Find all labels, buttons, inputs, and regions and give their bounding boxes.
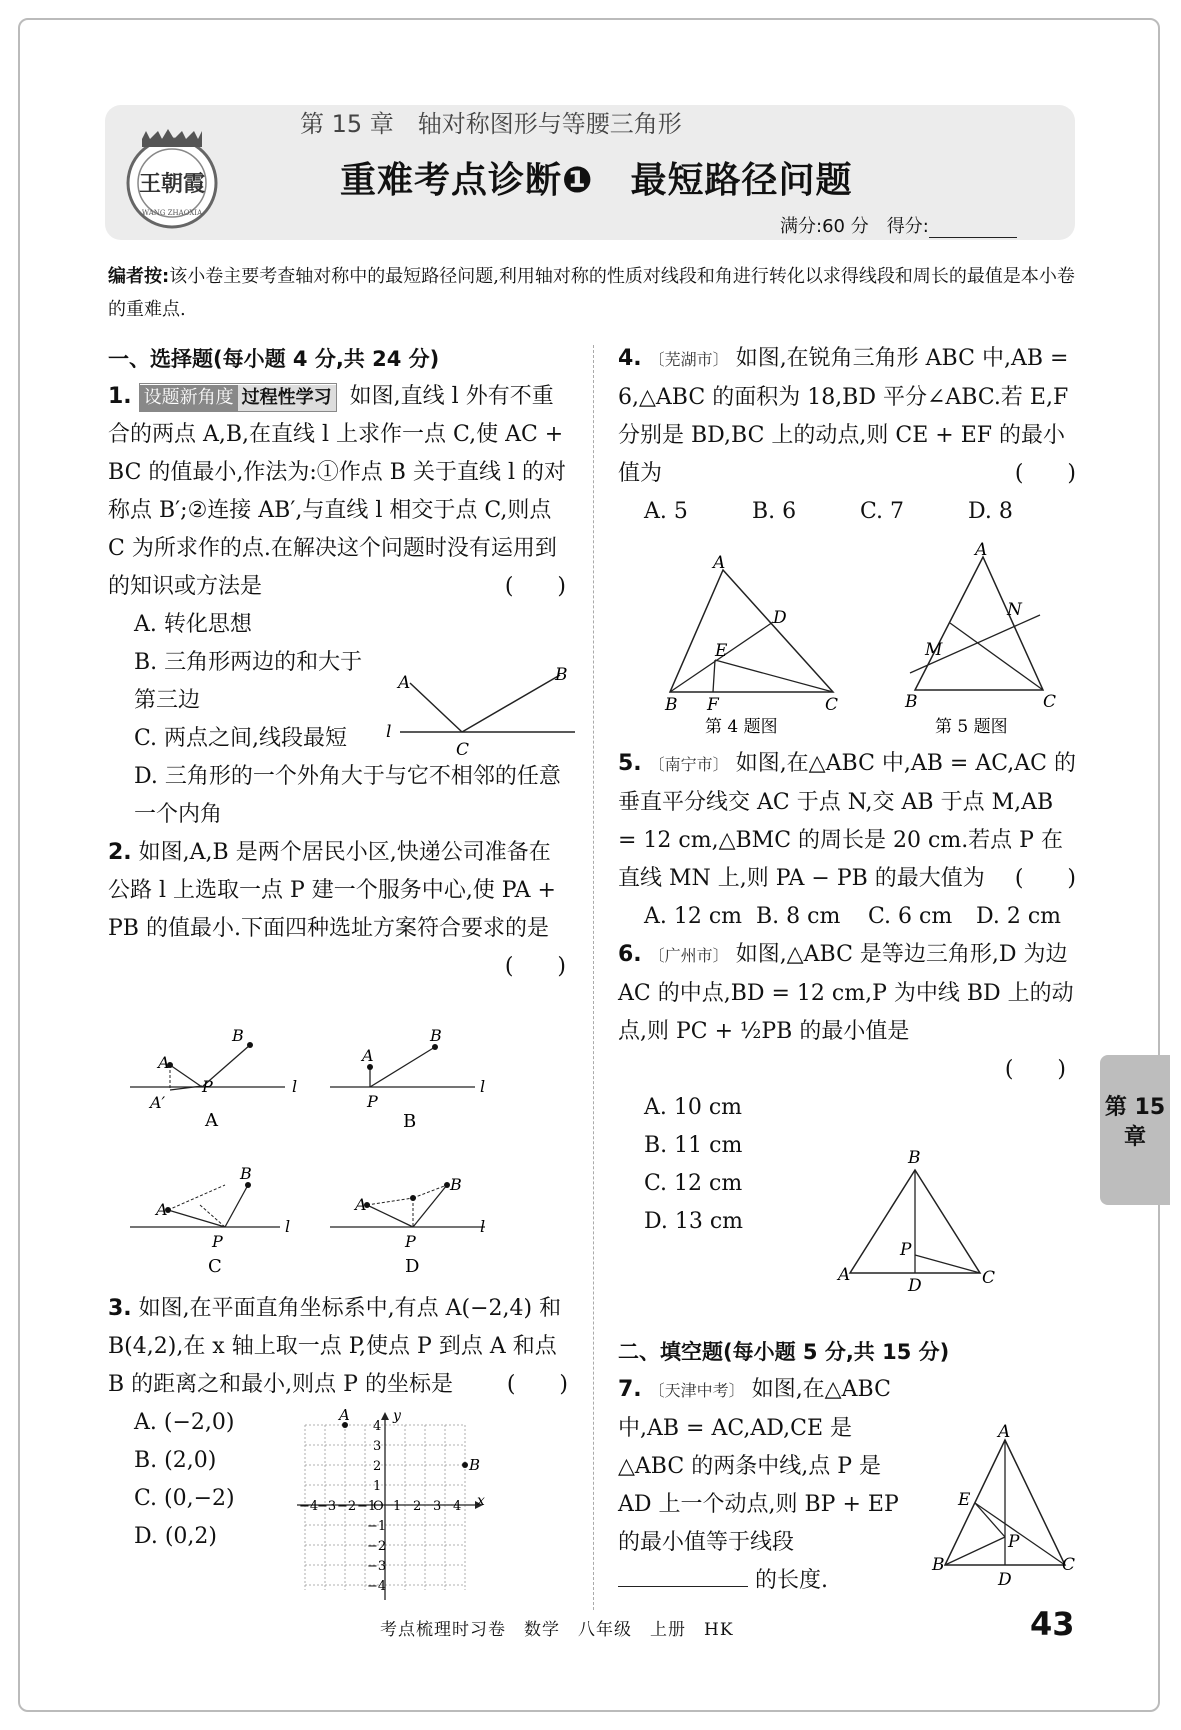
svg-text:F: F — [707, 695, 719, 715]
q4-option-c: C. 7 — [860, 499, 905, 524]
logo — [112, 125, 232, 230]
svg-text:B: B — [908, 1148, 921, 1168]
svg-text:P: P — [367, 1092, 378, 1111]
page-title: 重难考点诊断❶ 最短路径问题 — [340, 160, 853, 201]
q6-number: 6. — [618, 942, 642, 967]
svg-text:A: A — [713, 553, 726, 573]
q5-answer-paren[interactable]: ( ) — [1014, 866, 1076, 891]
svg-text:C: C — [1062, 1555, 1076, 1575]
q1-label-a: A — [398, 673, 411, 693]
svg-text:A: A — [998, 1422, 1011, 1442]
q5-options — [618, 898, 1076, 936]
q2-figure-c — [120, 1165, 320, 1280]
svg-text:C: C — [825, 695, 839, 715]
svg-text:A: A — [158, 1053, 170, 1072]
q7-tail: 的长度. — [755, 1568, 828, 1593]
q7-region: 〔天津中考〕 — [648, 1381, 745, 1400]
q3-option-d: D. (0,2) — [134, 1524, 217, 1549]
right-column — [618, 340, 1076, 531]
svg-text:l: l — [292, 1077, 298, 1096]
q7-figure — [930, 1422, 1080, 1600]
q4-figure — [655, 553, 855, 745]
column-divider — [593, 345, 594, 1610]
q1-option-d: D. 三角形的一个外角大于与它不相邻的任意一个内角 — [134, 764, 561, 827]
svg-text:A: A — [975, 540, 988, 560]
svg-text:D: D — [773, 608, 787, 628]
q6-figure — [830, 1145, 1000, 1296]
svg-text:E: E — [958, 1490, 971, 1510]
q5-caption: 第 5 题图 — [935, 717, 1008, 737]
svg-text:−1: −1 — [367, 1519, 387, 1534]
q1-answer-paren[interactable]: ( ) — [504, 574, 566, 599]
svg-text:4: 4 — [373, 1419, 382, 1434]
svg-text:−4: −4 — [367, 1579, 387, 1594]
q1-label-b: B — [555, 665, 568, 685]
q6-region: 〔广州市〕 — [648, 946, 729, 965]
q4-option-d: D. 8 — [968, 499, 1013, 524]
svg-text:3: 3 — [433, 1499, 442, 1514]
q2-figure-a — [120, 1015, 320, 1096]
svg-text:1: 1 — [393, 1499, 402, 1514]
q4-answer-paren[interactable]: ( ) — [1014, 461, 1076, 486]
q5-option-a: A. 12 cm — [644, 904, 743, 929]
footer-text: 考点梳理时习卷 数学 八年级 上册 HK — [380, 1620, 734, 1640]
svg-text:P: P — [1008, 1532, 1020, 1552]
q2-label-b: B — [403, 1111, 417, 1132]
svg-text:x: x — [477, 1493, 485, 1509]
page-number: 43 — [1030, 1605, 1075, 1643]
q1-tag-new-angle: 设题新角度 — [140, 385, 238, 411]
chapter-title: 第 15 章 轴对称图形与等腰三角形 — [300, 110, 682, 138]
question-7 — [618, 1371, 918, 1600]
q4-option-b: B. 6 — [752, 499, 797, 524]
svg-text:A: A — [355, 1195, 367, 1214]
svg-text:A: A — [362, 1046, 374, 1065]
svg-text:P: P — [212, 1232, 223, 1251]
q4-stem: 如图,在锐角三角形 ABC 中,AB = 6,△ABC 的面积为 18,BD 平分∠ABC.若 E,F 分别是 BD,BC 上的动点,则 CE + EF 的最小值为 — [618, 346, 1069, 486]
chapter-side-tab[interactable]: 第 15 章 — [1100, 1055, 1170, 1205]
q2-number: 2. — [108, 840, 132, 865]
q7-answer-blank[interactable] — [618, 1564, 748, 1587]
svg-text:N: N — [1007, 600, 1022, 620]
svg-text:D: D — [908, 1276, 922, 1296]
q5-region: 〔南宁市〕 — [648, 755, 729, 774]
svg-text:−3: −3 — [367, 1559, 387, 1574]
q1-figure — [380, 665, 580, 760]
q1-option-c: C. 两点之间,线段最短 — [134, 726, 348, 751]
score-line — [780, 212, 1017, 238]
logo-subtitle: WANG ZHAOXIA — [141, 209, 203, 217]
q2-figure-d — [325, 1165, 525, 1280]
svg-text:−3: −3 — [317, 1499, 337, 1514]
svg-text:y: y — [393, 1408, 401, 1424]
q1-label-c: C — [456, 740, 470, 760]
svg-text:−4: −4 — [299, 1499, 319, 1514]
q5-number: 5. — [618, 751, 642, 776]
svg-text:B: B — [469, 1456, 481, 1474]
svg-text:D: D — [998, 1570, 1012, 1590]
svg-text:A: A — [838, 1265, 851, 1285]
svg-text:O: O — [373, 1499, 384, 1514]
q3-stem: 如图,在平面直角坐标系中,有点 A(−2,4) 和 B(4,2),在 x 轴上取一点 P,使点 P 到点 A 和点 B 的距离之和最小,则点 P 的坐标是 — [108, 1296, 562, 1397]
q4-region: 〔芜湖市〕 — [648, 350, 729, 369]
svg-text:−2: −2 — [367, 1539, 387, 1554]
svg-text:B: B — [240, 1164, 252, 1183]
svg-text:P: P — [405, 1232, 416, 1251]
left-column — [108, 340, 566, 986]
q4-option-a: A. 5 — [644, 499, 688, 524]
svg-text:1: 1 — [373, 1479, 382, 1494]
q3-option-b: B. (2,0) — [134, 1448, 217, 1473]
q1-option-b: B. 三角形两边的和大于第三边 — [134, 650, 363, 713]
q1-label-l: l — [386, 722, 392, 742]
q2-answer-paren[interactable]: ( ) — [504, 954, 566, 979]
q1-option-a: A. 转化思想 — [134, 612, 252, 637]
svg-text:A: A — [156, 1200, 168, 1219]
q5-option-d: D. 2 cm — [976, 904, 1062, 929]
svg-text:B: B — [450, 1175, 462, 1194]
q7-stem: 如图,在△ABC 中,AB = AC,AD,CE 是△ABC 的两条中线,点 P 是 AD 上一个动点,则 BP + EP 的最小值等于线段 — [618, 1377, 899, 1555]
svg-text:A: A — [339, 1406, 350, 1424]
q6-option-b: B. 11 cm — [644, 1133, 743, 1158]
q2-label-d: D — [405, 1256, 420, 1277]
q4-caption: 第 4 题图 — [705, 717, 778, 737]
svg-text:B: B — [430, 1026, 442, 1045]
q6-option-a: A. 10 cm — [644, 1095, 743, 1120]
score-label: 满分:60 分 得分: — [780, 216, 929, 237]
svg-text:P: P — [900, 1240, 912, 1260]
q4-options — [618, 493, 1076, 531]
logo-name: 王朝霞 — [138, 171, 206, 197]
section-2-heading: 二、填空题(每小题 5 分,共 15 分) — [618, 1340, 950, 1364]
svg-text:−1: −1 — [357, 1499, 377, 1514]
q1-tag-process: 过程性学习 — [238, 385, 336, 411]
q3-option-c: C. (0,−2) — [134, 1486, 235, 1511]
q3-number: 3. — [108, 1296, 132, 1321]
q6-option-c: C. 12 cm — [644, 1171, 743, 1196]
editor-note — [108, 260, 1078, 326]
note-text: 该小卷主要考查轴对称中的最短路径问题,利用轴对称的性质对线段和角进行转化以求得线段和周长的最值是本小卷的重难点. — [108, 266, 1075, 320]
q2-label-c: C — [208, 1256, 222, 1277]
q2-figure-a-lower — [120, 1077, 320, 1131]
score-blank[interactable] — [929, 221, 1017, 238]
question-1 — [108, 378, 566, 606]
q2-label-a: A — [205, 1110, 218, 1131]
svg-text:M: M — [925, 640, 943, 660]
svg-text:l: l — [480, 1217, 486, 1236]
section-1-heading: 一、选择题(每小题 4 分,共 24 分) — [108, 347, 440, 371]
svg-text:−2: −2 — [337, 1499, 357, 1514]
q1-tag — [139, 383, 337, 412]
svg-text:2: 2 — [413, 1499, 422, 1514]
svg-text:B: B — [232, 1026, 244, 1045]
q5-stem: 如图,在△ABC 中,AB = AC,AC 的垂直平分线交 AC 于点 N,交 AB 于点 M,AB = 12 cm,△BMC 的周长是 20 cm.若点 P 在直线 MN 上,则 PA − PB 的最大值为 — [618, 751, 1077, 891]
q6-answer-paren[interactable]: ( ) — [1004, 1057, 1066, 1082]
svg-text:C: C — [982, 1268, 996, 1288]
q1-number: 1. — [108, 384, 132, 409]
svg-text:2: 2 — [373, 1459, 382, 1474]
q3-coordinate-grid — [295, 1406, 495, 1600]
svg-text:B: B — [905, 692, 918, 712]
q6-option-d: D. 13 cm — [644, 1209, 744, 1234]
q5-option-c: C. 6 cm — [868, 904, 953, 929]
question-6 — [618, 936, 1076, 1051]
q2-stem: 如图,A,B 是两个居民小区,快递公司准备在公路 l 上选取一点 P 建一个服务中心,使 PA + PB 的值最小.下面四种选址方案符合要求的是 — [108, 840, 556, 941]
q4-number: 4. — [618, 346, 642, 371]
q7-number: 7. — [618, 1377, 642, 1402]
q5-figure — [895, 540, 1095, 745]
svg-text:E: E — [715, 641, 728, 661]
svg-text:4: 4 — [453, 1499, 462, 1514]
svg-text:l: l — [285, 1217, 291, 1236]
svg-text:B: B — [665, 695, 678, 715]
svg-text:l: l — [480, 1077, 486, 1096]
q6-stem: 如图,△ABC 是等边三角形,D 为边 AC 的中点,BD = 12 cm,P 为中线 BD 上的动点,则 PC + ½PB 的最小值是 — [618, 942, 1074, 1044]
q3-option-a: A. (−2,0) — [134, 1410, 235, 1435]
q1-stem: 如图,直线 l 外有不重合的两点 A,B,在直线 l 上求作一点 C,使 AC + BC 的值最小,作法为:①作点 B 关于直线 l 的对称点 B′;②连接 AB′,与直线 l 相交于点 C,则点 C 为所求作的点.在解决这个问题时没有运用到的知识或方法是 — [108, 384, 566, 599]
question-2 — [108, 834, 566, 979]
svg-text:C: C — [1043, 692, 1057, 712]
q2-figure-b — [325, 1015, 525, 1130]
svg-text:P: P — [202, 1077, 213, 1096]
q3-answer-paren[interactable]: ( ) — [506, 1372, 568, 1397]
note-label: 编者按: — [108, 266, 170, 287]
q5-option-b: B. 8 cm — [756, 904, 841, 929]
svg-text:A′: A′ — [150, 1093, 166, 1112]
svg-text:3: 3 — [373, 1439, 382, 1454]
svg-text:B: B — [932, 1555, 945, 1575]
question-4 — [618, 340, 1076, 493]
